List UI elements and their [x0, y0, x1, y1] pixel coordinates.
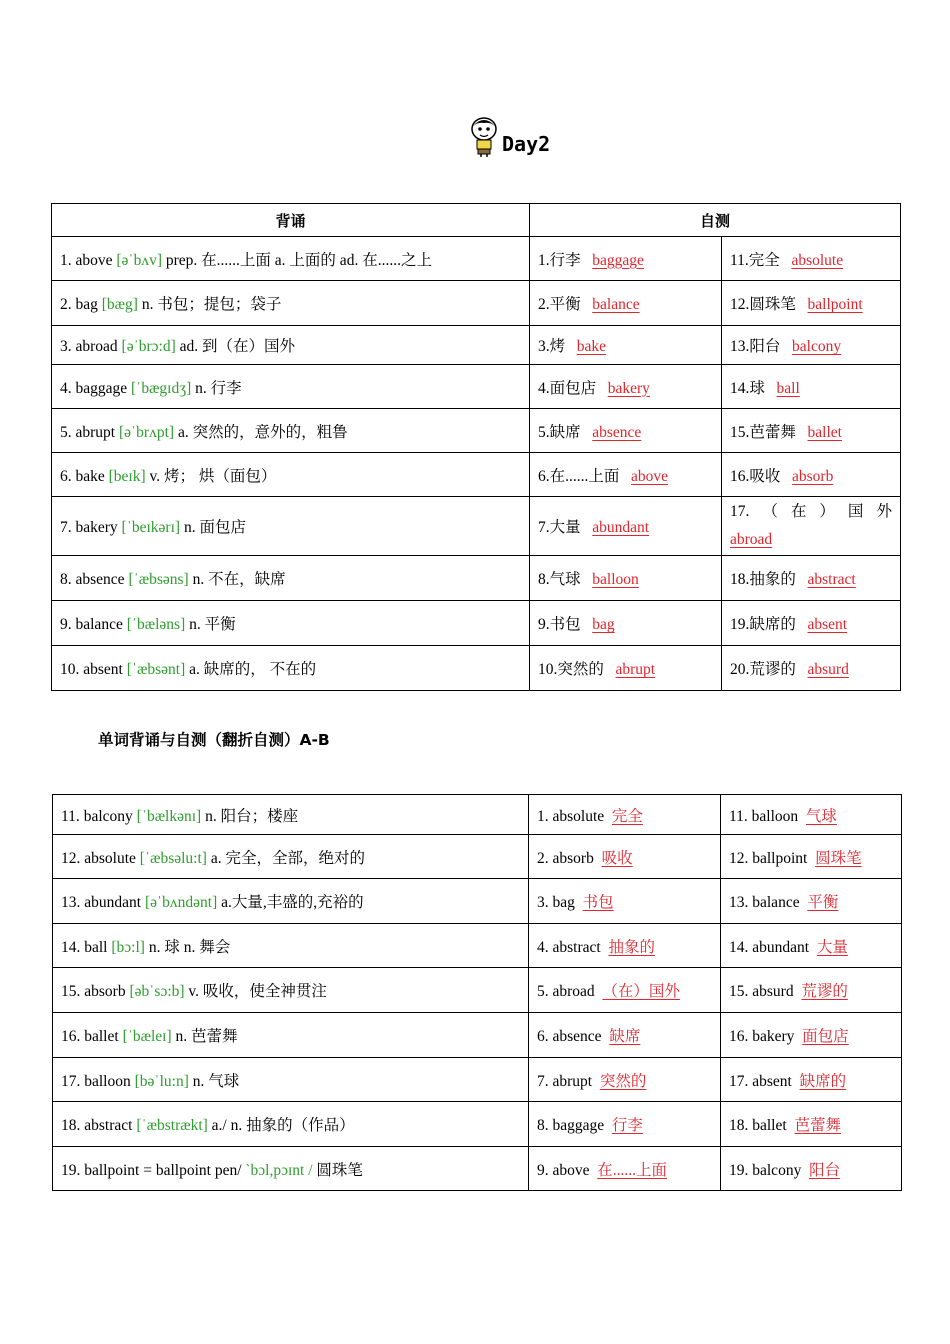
test-cell [530, 237, 722, 281]
prompt: 18.抽象的 [730, 571, 796, 588]
item-number: 16. [61, 1028, 81, 1045]
test-cell [529, 1013, 721, 1058]
answer: abrupt [615, 661, 656, 678]
table-row [52, 601, 901, 646]
test-cell [721, 1102, 902, 1147]
word-cell [52, 237, 530, 281]
test-cell [721, 879, 902, 924]
definition: n. 芭蕾舞 [175, 1028, 238, 1045]
prompt: 13.阳台 [730, 338, 781, 355]
phonetic: [ˈæbsənt] [126, 661, 186, 678]
test-cell [530, 453, 722, 497]
item-number: 12. [61, 849, 81, 867]
test-cell [721, 1147, 902, 1191]
prompt: 5. abroad [537, 983, 595, 1000]
test-cell [722, 601, 901, 646]
phonetic: [əbˈsɔ:b] [129, 983, 185, 1000]
answer: 书包 [582, 894, 614, 911]
prompt-part: 17. [730, 503, 750, 520]
item-number: 4. [60, 379, 72, 397]
cartoon-boy-icon [468, 116, 500, 158]
definition: n. 书包；提包；袋子 [141, 296, 282, 313]
answer: 突然的 [599, 1072, 647, 1090]
phonetic: [əˈbrʌpt] [118, 423, 175, 441]
test-cell [722, 646, 901, 691]
prompt: 14. abundant [729, 938, 810, 956]
test-cell [529, 924, 721, 968]
prompt: 7.大量 [538, 519, 581, 536]
prompt: 19.缺席的 [730, 616, 796, 633]
word: balance [75, 616, 123, 633]
test-cell [722, 326, 901, 365]
prompt-part: （ [762, 503, 778, 520]
word: bake [75, 467, 105, 485]
test-cell [530, 497, 722, 556]
test-cell [530, 646, 722, 691]
word-cell [52, 497, 530, 556]
test-cell [529, 835, 721, 879]
item-number: 9. [60, 616, 72, 633]
definition: n. 不在，缺席 [192, 571, 286, 588]
phonetic: [əˈbʌndənt] [144, 894, 218, 911]
word: abstract [84, 1117, 133, 1134]
table-row [52, 365, 901, 409]
test-cell [721, 968, 902, 1013]
word: baggage [75, 379, 128, 397]
word-cell [53, 1147, 529, 1191]
table-row [52, 326, 901, 365]
table-row [52, 237, 901, 281]
prompt-part: 在 [790, 503, 807, 520]
table-row [53, 1147, 902, 1191]
phonetic: [ˈbæləns] [126, 616, 186, 633]
test-cell [530, 365, 722, 409]
answer: 缺席 [609, 1028, 641, 1045]
prompt: 17. absent [729, 1072, 792, 1090]
prompt: 11. balloon [729, 807, 799, 825]
answer: bag [592, 616, 615, 633]
definition: n. 行李 [195, 379, 242, 397]
prompt: 2.平衡 [538, 296, 581, 313]
phonetic: [ˈæbsəlu:t] [139, 849, 207, 867]
prompt: 5.缺席 [538, 423, 581, 441]
prompt: 1.行李 [538, 251, 581, 269]
test-cell [722, 281, 901, 326]
prompt-part: ） [819, 503, 835, 520]
word-cell [52, 556, 530, 601]
header-recite: 背诵 [52, 204, 530, 237]
table-row [53, 924, 902, 968]
answer: absence [592, 423, 642, 441]
item-number: 3. [60, 338, 72, 355]
phonetic: [əˈbrɔ:d] [121, 338, 176, 355]
test-cell [529, 795, 721, 835]
prompt: 6.在......上面 [538, 467, 620, 485]
word: bag [75, 296, 98, 313]
word: absolute [84, 849, 136, 867]
definition: n. 球 n. 舞会 [148, 938, 231, 956]
item-number: 6. [60, 467, 72, 485]
prompt: 11.完全 [730, 251, 780, 269]
table-row [52, 646, 901, 691]
word: absorb [84, 983, 126, 1000]
answer: bake [576, 338, 607, 355]
word: ballpoint = ballpoint pen/ [84, 1161, 242, 1179]
answer: 荒谬的 [801, 983, 848, 1000]
flip-test-table [52, 794, 902, 1191]
prompt: 15. absurd [729, 983, 794, 1000]
test-cell [529, 879, 721, 924]
table-row [53, 835, 902, 879]
test-cell [529, 1102, 721, 1147]
answer: abroad [730, 531, 773, 548]
answer: （在）国外 [602, 983, 680, 1000]
answer: absent [807, 616, 848, 633]
answer: 吸收 [601, 849, 633, 867]
item-number: 2. [60, 296, 72, 313]
answer: 行李 [611, 1117, 643, 1134]
word-cell [53, 1013, 529, 1058]
phonetic: [bæg] [101, 296, 138, 313]
definition: 圆珠笔 [316, 1161, 363, 1179]
answer: 芭蕾舞 [794, 1117, 841, 1134]
prompt: 16.吸收 [730, 467, 781, 485]
answer: absorb [792, 467, 834, 485]
word: ball [84, 938, 108, 956]
item-number: 8. [60, 571, 72, 588]
word-cell [53, 1058, 529, 1102]
definition: a./ n. 抽象的（作品） [211, 1117, 355, 1134]
word-cell [52, 326, 530, 365]
item-number: 5. [60, 423, 72, 441]
definition: a.大量,丰盛的,充裕的 [221, 894, 364, 911]
word: balcony [83, 807, 133, 825]
prompt: 13. balance [729, 894, 800, 911]
answer: abundant [592, 519, 650, 536]
answer: 在......上面 [597, 1161, 668, 1179]
definition: v. 烤； 烘（面包） [149, 467, 277, 485]
prompt: 7. abrupt [537, 1072, 593, 1090]
answer: ballpoint [807, 296, 863, 313]
test-cell [721, 795, 902, 835]
table-row [52, 281, 901, 326]
item-number: 17. [61, 1072, 81, 1090]
table-row [52, 453, 901, 497]
word: above [75, 251, 113, 269]
word-cell [52, 365, 530, 409]
test-cell [529, 1147, 721, 1191]
prompt: 15.芭蕾舞 [730, 423, 796, 441]
word-cell [53, 879, 529, 924]
prompt: 12.圆珠笔 [730, 296, 796, 313]
answer: absurd [807, 661, 849, 678]
phonetic: [ˈbæleɪ] [122, 1028, 172, 1045]
word-cell [53, 1102, 529, 1147]
phonetic: [ˈæbsəns] [128, 571, 189, 588]
definition: n. 面包店 [183, 519, 246, 536]
prompt: 6. absence [537, 1028, 602, 1045]
word-cell [53, 924, 529, 968]
definition: prep. 在......上面 a. 上面的 ad. 在......之上 [165, 251, 432, 269]
test-cell [722, 453, 901, 497]
table-row [52, 409, 901, 453]
definition: ad. 到（在）国外 [179, 338, 296, 355]
prompt: 8.气球 [538, 571, 581, 588]
definition: n. 气球 [192, 1072, 240, 1090]
item-number: 19. [61, 1161, 81, 1179]
word-cell [52, 281, 530, 326]
table-row [52, 556, 901, 601]
prompt: 1. absolute [537, 807, 605, 825]
header-test: 自测 [530, 204, 901, 237]
answer: balance [592, 296, 640, 313]
definition: n. 平衡 [189, 616, 236, 633]
prompt: 10.突然的 [538, 661, 604, 678]
page-title: Day2 [502, 132, 551, 156]
item-number: 14. [61, 938, 81, 956]
item-number: 10. [60, 661, 80, 678]
answer: 大量 [816, 938, 848, 956]
title-block [468, 116, 550, 158]
answer: 平衡 [807, 894, 839, 911]
prompt-part: 外 [876, 503, 892, 520]
test-cell [722, 497, 901, 556]
table-row [53, 795, 902, 835]
prompt: 12. ballpoint [729, 849, 808, 867]
answer: 阳台 [809, 1161, 841, 1179]
answer: 气球 [805, 807, 837, 825]
phonetic: [ˈbægɪdʒ] [131, 379, 192, 397]
word: ballet [84, 1028, 119, 1045]
answer: 缺席的 [799, 1072, 847, 1090]
definition: a. 完全，全部，绝对的 [210, 849, 365, 867]
prompt: 20.荒谬的 [730, 661, 796, 678]
prompt: 14.球 [730, 379, 765, 397]
word: abroad [75, 338, 118, 355]
word-cell [53, 795, 529, 835]
prompt: 9.书包 [538, 616, 581, 633]
word-cell [53, 835, 529, 879]
item-number: 13. [61, 894, 81, 911]
answer: ballet [807, 423, 842, 441]
item-number: 18. [61, 1117, 81, 1134]
test-cell [529, 1058, 721, 1102]
word: absent [83, 661, 123, 678]
prompt: 3. bag [537, 894, 575, 911]
item-number: 7. [60, 519, 72, 536]
prompt: 9. above [537, 1161, 590, 1179]
answer: balloon [592, 571, 639, 588]
prompt: 4. abstract [537, 938, 601, 956]
definition: v. 吸收，使全神贯注 [188, 983, 327, 1000]
test-cell [722, 365, 901, 409]
item-number: 15. [61, 983, 81, 1000]
answer: baggage [592, 251, 644, 269]
prompt: 8. baggage [537, 1117, 605, 1134]
answer: absolute [791, 251, 844, 269]
word: abrupt [75, 423, 116, 441]
word: abundant [84, 894, 142, 911]
test-cell [530, 601, 722, 646]
word-cell [52, 601, 530, 646]
phonetic: [ˈbælkənɪ] [136, 807, 202, 825]
table-row [53, 1013, 902, 1058]
test-cell [722, 556, 901, 601]
phonetic: `bɔl,pɔɪnt / [245, 1161, 313, 1179]
answer: bakery [607, 379, 650, 397]
test-cell [722, 237, 901, 281]
test-cell [530, 326, 722, 365]
word: absence [75, 571, 125, 588]
prompt: 16. bakery [729, 1028, 795, 1045]
phonetic: [bəˈlu:n] [134, 1072, 189, 1090]
word-cell [52, 453, 530, 497]
phonetic: [ˈæbstrækt] [136, 1117, 208, 1134]
answer: balcony [792, 338, 842, 355]
table-row [53, 968, 902, 1013]
test-cell [530, 281, 722, 326]
table-row [53, 879, 902, 924]
word-cell [52, 409, 530, 453]
prompt: 4.面包店 [538, 379, 597, 397]
word-cell [52, 646, 530, 691]
phonetic: [bɔ:l] [111, 938, 145, 956]
answer: 圆珠笔 [815, 849, 862, 867]
definition: a. 缺席的， 不在的 [189, 661, 317, 678]
test-cell [722, 409, 901, 453]
definition: a. 突然的，意外的，粗鲁 [177, 423, 348, 441]
test-cell [530, 556, 722, 601]
answer: above [631, 467, 669, 485]
item-number: 1. [60, 251, 72, 269]
table-row [53, 1058, 902, 1102]
word: balloon [84, 1072, 131, 1090]
table-row [52, 497, 901, 556]
prompt: 19. balcony [729, 1161, 802, 1179]
test-cell [721, 1058, 902, 1102]
answer: 抽象的 [608, 938, 655, 956]
answer: 面包店 [802, 1028, 849, 1045]
phonetic: [beɪk] [108, 467, 146, 485]
prompt: 3.烤 [538, 338, 566, 355]
answer: abstract [807, 571, 856, 588]
phonetic: [ˈbeɪkərɪ] [121, 519, 181, 536]
table-row [53, 1102, 902, 1147]
answer: 完全 [611, 807, 643, 825]
test-cell [529, 968, 721, 1013]
word-cell [53, 968, 529, 1013]
word: bakery [75, 519, 118, 536]
prompt-part: 国 [847, 503, 864, 520]
test-cell [530, 409, 722, 453]
prompt-spread [730, 498, 892, 526]
recite-test-table [51, 203, 901, 691]
test-cell [721, 1013, 902, 1058]
test-cell [721, 835, 902, 879]
definition: n. 阳台；楼座 [205, 807, 299, 825]
prompt: 18. ballet [729, 1117, 787, 1134]
answer: ball [776, 379, 800, 397]
test-cell [721, 924, 902, 968]
phonetic: [əˈbʌv] [116, 251, 163, 269]
prompt: 2. absorb [537, 849, 594, 867]
section-heading: 单词背诵与自测（翻折自测）A-B [98, 731, 330, 749]
item-number: 11. [61, 807, 80, 825]
